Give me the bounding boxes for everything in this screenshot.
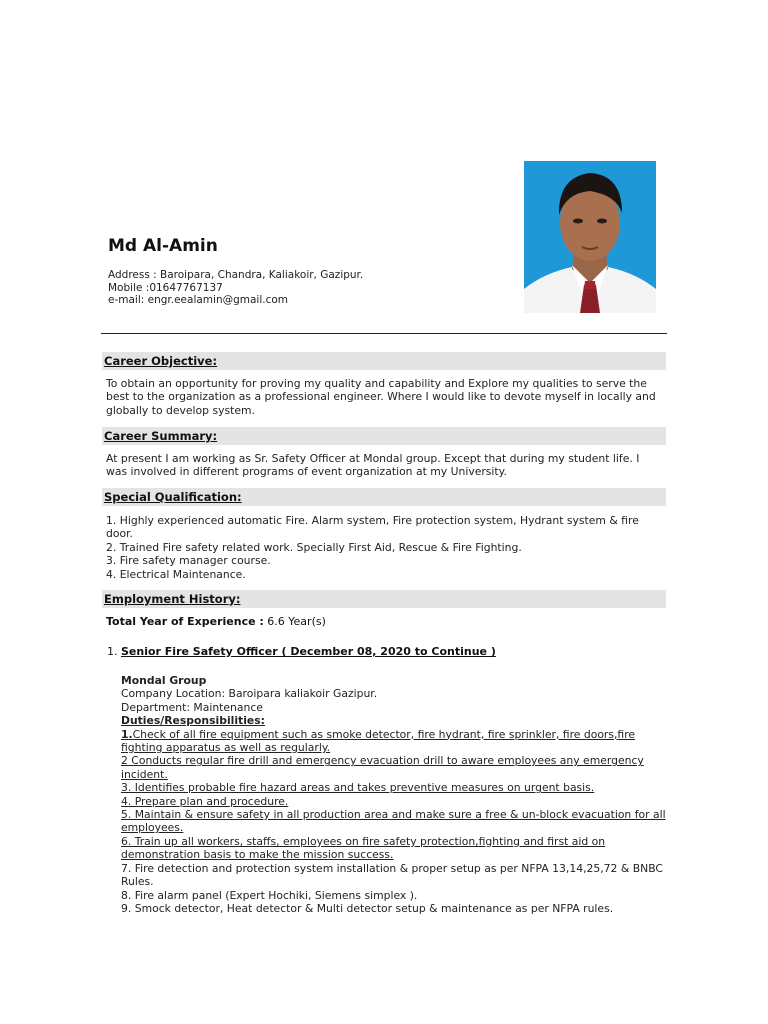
list-item: 1. Highly experienced automatic Fire. Alarm system, Fire protection system, Hydrant system & fire <box>106 514 639 527</box>
employment-history-header <box>102 590 666 608</box>
job-number: 1. <box>107 645 118 658</box>
text-line: At present I am working as Sr. Safety Officer at Mondal group. Except that during my student life. I <box>106 452 640 465</box>
text-line: was involved in different programs of event organization at my University. <box>106 465 507 479</box>
mobile-line: Mobile :01647767137 <box>108 282 223 294</box>
duty-item: Rules. <box>121 875 154 889</box>
career-summary-text <box>106 452 662 479</box>
company-name: Mondal Group <box>121 674 207 687</box>
job-details <box>121 674 669 915</box>
duty-item: 4. Prepare plan and procedure. <box>121 794 289 808</box>
duty-item: employees. <box>121 821 184 835</box>
list-item: 3. Fire safety manager course. <box>106 554 271 568</box>
duty-item: 8. Fire alarm panel (Expert Hochiki, Siemens simplex ). <box>121 888 418 902</box>
company-location: Company Location: Baroipara kaliakoir Gazipur. <box>121 687 378 701</box>
list-item: door. <box>106 527 133 541</box>
duty-number: 1. <box>121 727 133 741</box>
text-line: globally to develop system. <box>106 403 255 417</box>
email-line: e-mail: engr.eealamin@gmail.com <box>108 294 289 306</box>
experience-value: 6.6 Year(s) <box>263 615 326 628</box>
address-line: Address : Baroipara, Chandra, Kaliakoir, Gazipur. <box>108 269 364 281</box>
employment-history-title: Employment History: <box>104 592 241 606</box>
list-item: 4. Electrical Maintenance. <box>106 567 246 581</box>
career-summary-title: Career Summary: <box>104 429 218 443</box>
text-line: To obtain an opportunity for proving my quality and capability and Explore my qualities to serve the <box>106 377 647 390</box>
candidate-name: Md Al-Amin <box>108 236 218 256</box>
duty-item: 9. Smock detector, Heat detector & Multi detector setup & maintenance as per NFPA rules. <box>121 901 614 915</box>
experience-line <box>106 615 326 628</box>
profile-photo <box>524 161 656 313</box>
career-objective-header <box>102 352 666 370</box>
special-qualification-list <box>106 514 662 581</box>
job-title: Senior Fire Safety Officer ( December 08, 2020 to Continue ) <box>121 645 496 658</box>
job-heading <box>107 645 496 658</box>
list-item: 2. Trained Fire safety related work. Specially First Aid, Rescue & Fire Fighting. <box>106 540 522 554</box>
duty-item: incident. <box>121 767 168 781</box>
special-qualification-title: Special Qualification: <box>104 490 242 504</box>
duty-item: 2 Conducts regular fire drill and emergency evacuation drill to aware employees any emergency <box>121 754 644 768</box>
experience-label: Total Year of Experience : <box>106 615 264 628</box>
special-qualification-header <box>102 488 666 506</box>
duty-item: 5. Maintain & ensure safety in all production area and make sure a free & un-block evacuation for all <box>121 808 666 822</box>
duty-item: 6. Train up all workers, staffs, employees on fire safety protection,fighting and first aid on <box>121 834 606 848</box>
duty-text: Check of all fire equipment such as smoke detector, fire hydrant, fire sprinkler, fire doors,fire <box>132 727 636 741</box>
text-line: best to the organization as a professional engineer. Where I would like to devote myself in locally and <box>106 390 656 404</box>
duty-item: 7. Fire detection and protection system installation & proper setup as per NFPA 13,14,25,72 & BNBC <box>121 861 663 875</box>
department: Department: Maintenance <box>121 700 263 714</box>
duties-heading: Duties/Responsibilities: <box>121 714 265 728</box>
duty-item: demonstration basis to make the mission success. <box>121 848 394 862</box>
career-summary-header <box>102 427 666 445</box>
duty-item <box>121 728 669 741</box>
duty-item: fighting apparatus as well as regularly. <box>121 741 331 755</box>
career-objective-text <box>106 377 662 417</box>
duty-item: 3. Identifies probable fire hazard areas and takes preventive measures on urgent basis. <box>121 781 595 795</box>
header-divider <box>101 333 667 334</box>
career-objective-title: Career Objective: <box>104 354 218 368</box>
